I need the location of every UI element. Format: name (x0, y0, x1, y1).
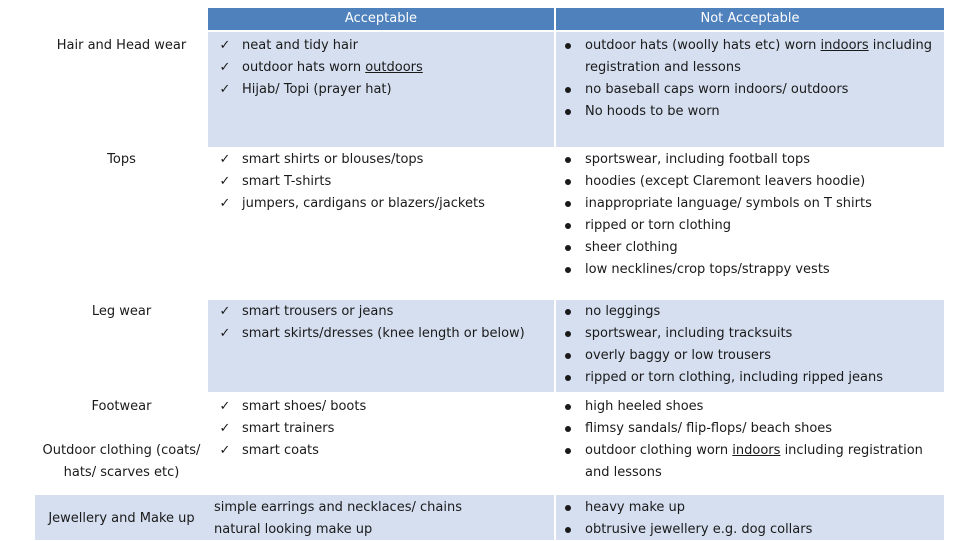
list-item: ✓ smart shirts or blouses/tops (214, 149, 485, 171)
bullet-icon (557, 149, 579, 171)
list-item: ✓ neat and tidy hair (214, 35, 423, 57)
list-item-continued: and lessons (585, 465, 662, 480)
bullet-icon (557, 193, 579, 215)
checkmark-icon: ✓ (219, 82, 231, 97)
list-item: ripped or torn clothing, including ripped jeans (557, 367, 883, 389)
list-item: ✓ smart trousers or jeans (214, 301, 525, 323)
list-item: sportswear, including tracksuits (557, 323, 883, 345)
list-item: ✓ smart skirts/dresses (knee length or below) (214, 323, 525, 345)
checkmark-icon: ✓ (219, 399, 231, 414)
list-item: ✓ smart shoes/ boots (214, 396, 366, 418)
list-item: ripped or torn clothing (557, 215, 872, 237)
list-item: ✓ smart T-shirts (214, 171, 485, 193)
category-jewellery-make-up: Jewellery and Make up (48, 511, 195, 526)
underlined-word: indoors (732, 443, 781, 458)
checkmark-icon: ✓ (219, 152, 231, 167)
category-outdoor-clothing-cont: hats/ scarves etc) (63, 465, 180, 480)
list-item: obtrusive jewellery e.g. dog collars (557, 519, 812, 541)
underlined-word: outdoors (365, 60, 423, 75)
checkmark-icon: ✓ (219, 38, 231, 53)
bullet-icon (557, 440, 579, 462)
acceptable-list-jewellery (214, 497, 462, 541)
checkmark-icon: ✓ (219, 421, 231, 436)
checkmark-icon: ✓ (219, 304, 231, 319)
bullet-icon (557, 396, 579, 418)
not-acceptable-list-tops (557, 149, 872, 281)
checkmark-icon: ✓ (219, 443, 231, 458)
list-item: low necklines/crop tops/strappy vests (557, 259, 872, 281)
list-item: ✓ jumpers, cardigans or blazers/jackets (214, 193, 485, 215)
list-item: sportswear, including football tops (557, 149, 872, 171)
acceptable-list-hair (214, 35, 423, 101)
list-item: ✓ outdoor hats worn outdoors (214, 57, 423, 79)
list-item: ✓ Hijab/ Topi (prayer hat) (214, 79, 423, 101)
header-acceptable: Acceptable (208, 8, 554, 30)
bullet-icon (557, 323, 579, 345)
list-item: inappropriate language/ symbols on T shirts (557, 193, 872, 215)
bullet-icon (557, 519, 579, 541)
list-item: flimsy sandals/ flip-flops/ beach shoes (557, 418, 923, 440)
list-item: sheer clothing (557, 237, 872, 259)
list-item: overly baggy or low trousers (557, 345, 883, 367)
acceptable-list-footwear (214, 396, 366, 462)
list-item: hoodies (except Claremont leavers hoodie) (557, 171, 872, 193)
not-acceptable-list-hair (557, 35, 932, 123)
checkmark-icon: ✓ (219, 326, 231, 341)
bullet-icon (557, 345, 579, 367)
list-item: ✓ smart trainers (214, 418, 366, 440)
list-item: high heeled shoes (557, 396, 923, 418)
category-outdoor-clothing: Outdoor clothing (coats/ (42, 443, 201, 458)
list-item: outdoor clothing worn indoors including registration (557, 440, 923, 462)
category-leg-wear: Leg wear (91, 304, 152, 319)
list-item: natural looking make up (214, 522, 373, 537)
bullet-icon (557, 237, 579, 259)
list-item: outdoor hats (woolly hats etc) worn indoors including (557, 35, 932, 57)
category-footwear: Footwear (91, 399, 152, 414)
list-item: heavy make up (557, 497, 812, 519)
bullet-icon (557, 79, 579, 101)
bullet-icon (557, 497, 579, 519)
not-acceptable-list-footwear (557, 396, 923, 484)
acceptable-list-leg (214, 301, 525, 345)
bullet-icon (557, 367, 579, 389)
header-blank-cell (35, 8, 208, 30)
list-item: simple earrings and necklaces/ chains (214, 500, 462, 515)
bullet-icon (557, 418, 579, 440)
not-acceptable-list-leg (557, 301, 883, 389)
checkmark-icon: ✓ (219, 196, 231, 211)
header-not-acceptable: Not Acceptable (556, 8, 944, 30)
bullet-icon (557, 301, 579, 323)
list-item: No hoods to be worn (557, 101, 932, 123)
list-item-continued: registration and lessons (585, 60, 741, 75)
underlined-word: indoors (820, 38, 869, 53)
category-tops: Tops (107, 152, 136, 167)
checkmark-icon: ✓ (219, 174, 231, 189)
bullet-icon (557, 35, 579, 57)
list-item: ✓ smart coats (214, 440, 366, 462)
not-acceptable-list-jewellery (557, 497, 812, 541)
list-item: no leggings (557, 301, 883, 323)
list-item: no baseball caps worn indoors/ outdoors (557, 79, 932, 101)
bullet-icon (557, 171, 579, 193)
checkmark-icon: ✓ (219, 60, 231, 75)
bullet-icon (557, 259, 579, 281)
bullet-icon (557, 101, 579, 123)
category-hair-head-wear: Hair and Head wear (56, 38, 187, 53)
bullet-icon (557, 215, 579, 237)
acceptable-list-tops (214, 149, 485, 215)
